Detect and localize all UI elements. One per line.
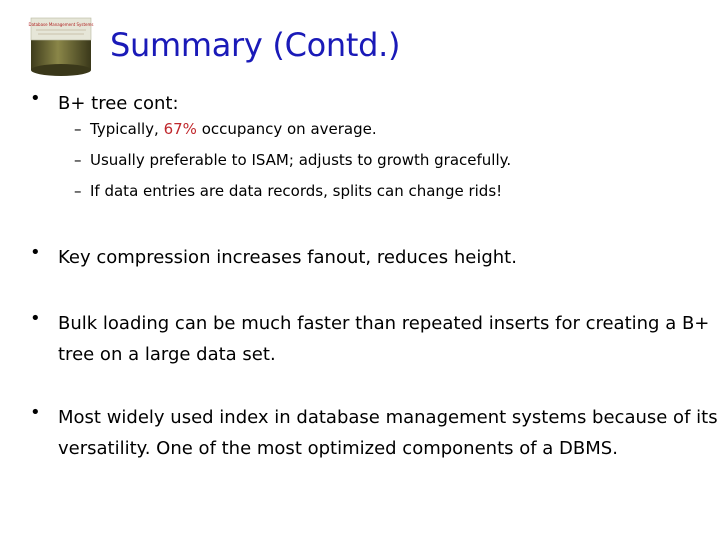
highlight-percentage: 67% xyxy=(163,120,197,138)
bullet-text-line1: Most widely used index in database management systems because of its xyxy=(58,407,718,428)
sub-bullet-text: Usually preferable to ISAM; adjusts to growth gracefully. xyxy=(90,151,512,169)
sub-bullet-dash: – xyxy=(74,182,82,200)
logo-label-text: Database Management Systems xyxy=(28,22,94,27)
slide-title: Summary (Contd.) xyxy=(110,26,401,64)
bullet-text-line2: versatility. One of the most optimized components of a DBMS. xyxy=(58,438,618,459)
bullet-text-line1: Bulk loading can be much faster than repeated inserts for creating a B+ xyxy=(58,313,710,334)
bullet-dot: • xyxy=(30,308,41,329)
bullet-text: Key compression increases fanout, reduces height. xyxy=(58,247,517,268)
bullet-dot: • xyxy=(30,88,41,109)
bullet-dot: • xyxy=(30,242,41,263)
sub-bullet-dash: – xyxy=(74,151,82,169)
sub-bullet-text: occupancy on average. xyxy=(196,120,377,138)
bullet-dot: • xyxy=(30,402,41,423)
sub-bullet-text: If data entries are data records, splits can change rids! xyxy=(90,182,503,200)
bullet-text-line2: tree on a large data set. xyxy=(58,344,276,365)
sub-bullet-text: Typically, xyxy=(90,120,164,138)
sub-bullet-dash: – xyxy=(74,120,82,138)
database-cylinder-logo xyxy=(28,14,94,78)
bullet-text: B+ tree cont: xyxy=(58,93,179,114)
